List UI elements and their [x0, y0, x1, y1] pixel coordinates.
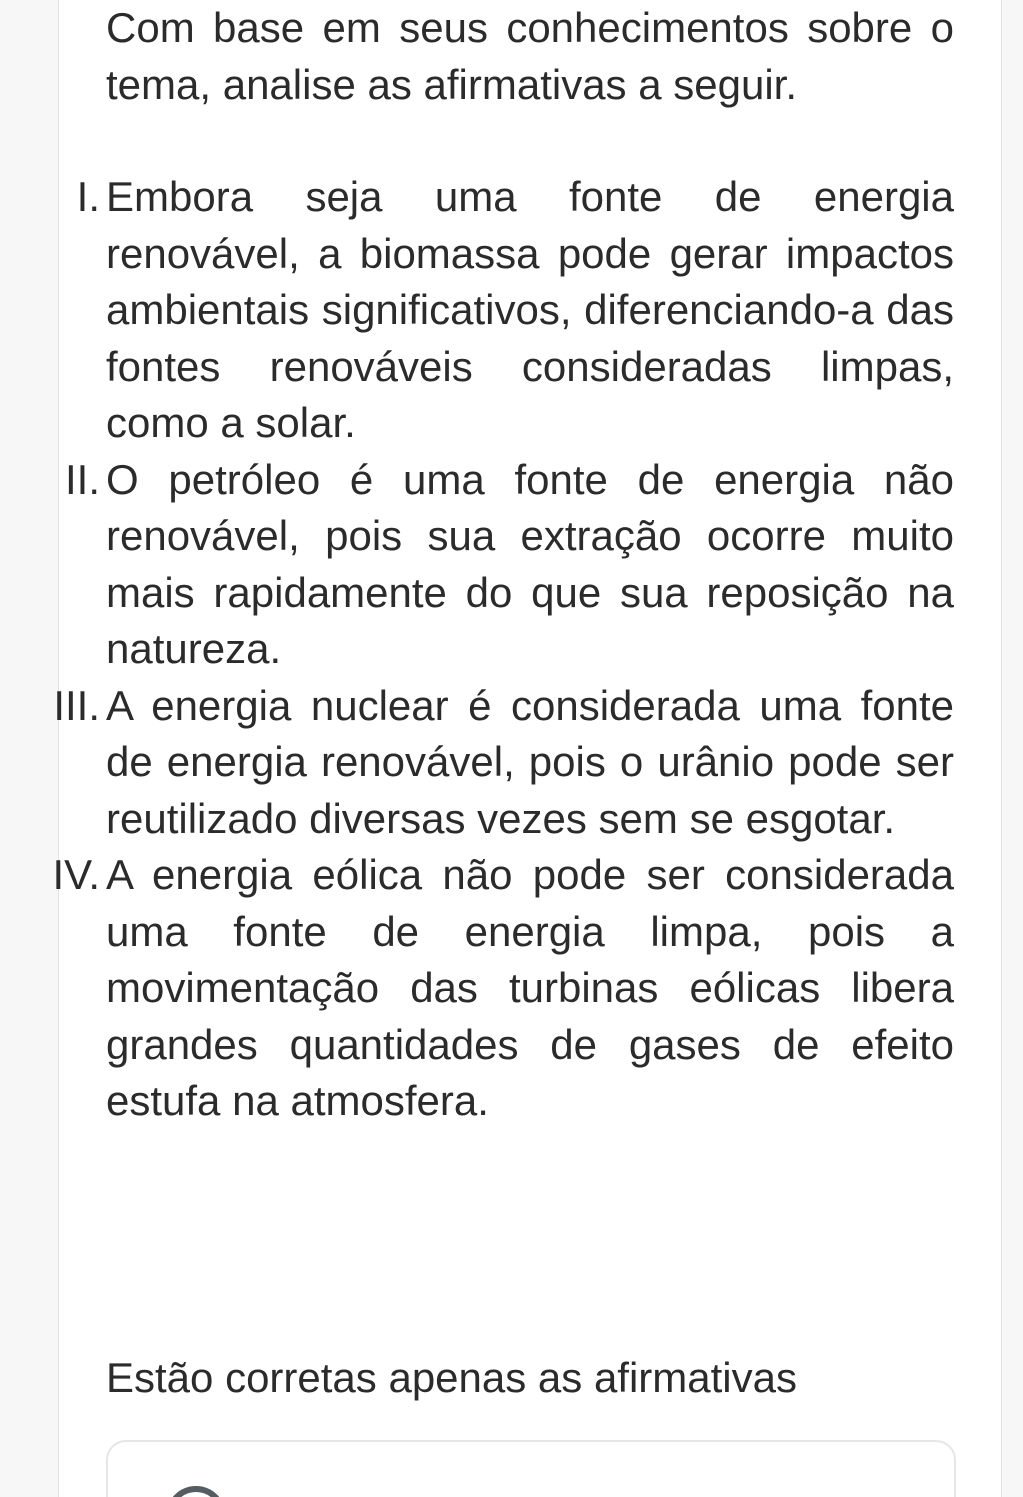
statement-numeral: I. — [76, 173, 100, 220]
statement-text: O petróleo é uma fonte de energia não renovável, pois sua extração ocorre muito mais rapidamente do que sua reposição na natureza. — [106, 455, 954, 672]
statement-list — [0, 169, 954, 1130]
answer-option[interactable] — [106, 1440, 956, 1497]
question-prompt: Estão corretas apenas as afirmativas — [106, 1354, 797, 1401]
statement-numeral: II. — [64, 455, 100, 503]
statement-numeral: III. — [53, 681, 100, 729]
statement-text: A energia nuclear é considerada uma fonte de energia renovável, pois o urânio pode ser reutilizado diversas vezes sem se esgotar. — [106, 681, 954, 842]
statement-item — [0, 678, 954, 848]
statement-item — [0, 452, 954, 678]
statement-text: Embora seja uma fonte de energia renovável, a biomassa pode gerar impactos ambientais significativos, diferenciando-a das fontes renováveis consideradas limpas, como a solar. — [106, 173, 954, 446]
intro-text: Com base em seus conhecimentos sobre o tema, analise as afirmativas a seguir. — [106, 4, 954, 108]
statement-item — [0, 169, 954, 452]
statement-text: A energia eólica não pode ser considerada uma fonte de energia limpa, pois a movimentação das turbinas eólicas libera grandes quantidades de gases de efeito estufa na atmosfera. — [106, 851, 954, 1124]
statement-numeral: IV. — [52, 851, 100, 898]
statement-item — [0, 847, 954, 1130]
radio-button-icon[interactable] — [166, 1486, 226, 1497]
